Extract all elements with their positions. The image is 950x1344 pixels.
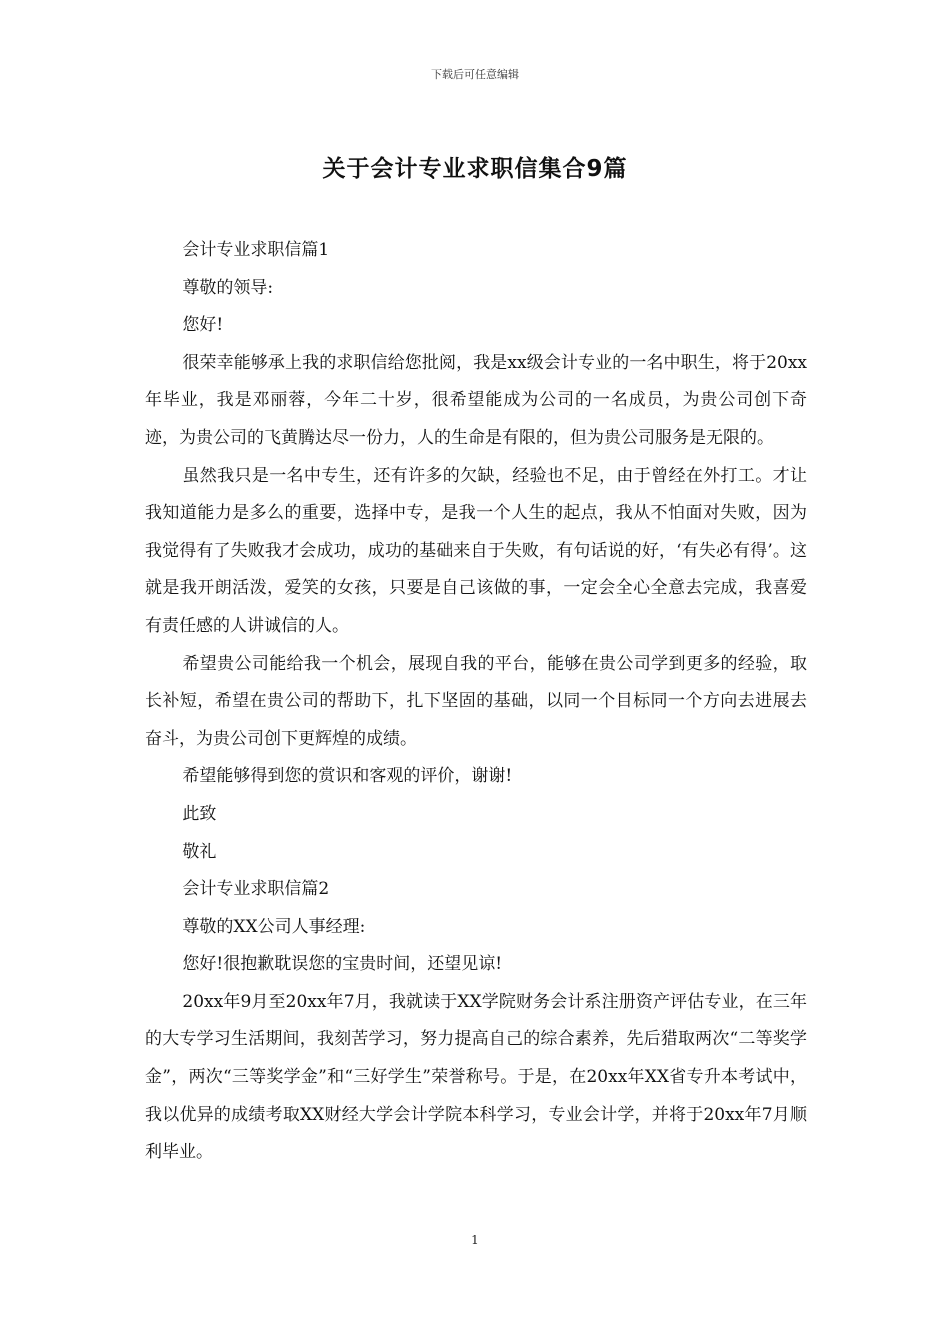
document-body (145, 232, 807, 1172)
document-title: 关于会计专业求职信集合9篇 (322, 156, 628, 182)
body-paragraph: 很荣幸能够承上我的求职信给您批阅，我是xx级会计专业的一名中职生，将于20xx年毕业，我是邓丽蓉，今年二十岁，很希望能成为公司的一名成员，为贵公司创下奇迹，为贵公司的飞黄腾达尽一份力，人的生命是有限的，但为贵公司服务是无限的。 (145, 352, 807, 448)
closing-line: 敬礼 (182, 841, 217, 862)
salutation: 尊敬的领导: (182, 277, 274, 298)
page-number: 1 (471, 1233, 479, 1247)
section-heading-1: 会计专业求职信篇1 (182, 240, 330, 260)
page-header-note: 下载后可任意编辑 (431, 68, 519, 81)
greeting: 您好!很抱歉耽误您的宝贵时间，还望见谅! (182, 954, 503, 975)
body-paragraph: 20xx年9月至20xx年7月，我就读于XX学院财务会计系注册资产评估专业，在三年的大专学习生活期间，我刻苦学习，努力提高自己的综合素养，先后猎取两次“二等奖学金”，两次“三等奖学金”和“三好学生”荣誉称号。于是，在20xx年XX省专升本考试中，我以优异的成绩考取XX财经大学会计学院本科学习，专业会计学，并将于20xx年7月顺利毕业。 (145, 991, 807, 1163)
closing-line: 此致 (182, 803, 217, 824)
greeting: 您好! (182, 315, 224, 336)
body-paragraph: 希望贵公司能给我一个机会，展现自我的平台，能够在贵公司学到更多的经验，取长补短，希望在贵公司的帮助下，扎下坚固的基础，以同一个目标同一个方向去进展去奋斗，为贵公司创下更辉煌的成绩。 (145, 653, 807, 749)
body-paragraph: 希望能够得到您的赏识和客观的评价，谢谢! (182, 766, 513, 787)
section-heading-2: 会计专业求职信篇2 (182, 879, 330, 900)
salutation: 尊敬的XX公司人事经理: (182, 916, 366, 937)
body-paragraph: 虽然我只是一名中专生，还有许多的欠缺，经验也不足，由于曾经在外打工。才让我知道能力是多么的重要，选择中专，是我一个人生的起点，我从不怕面对失败，因为我觉得有了失败我才会成功，成功的基础来自于失败，有句话说的好，‘有失必有得’。这就是我开朗活泼，爱笑的女孩，只要是自己该做的事，一定会全心全意去完成，我喜爱有责任感的人讲诚信的人。 (145, 465, 807, 636)
